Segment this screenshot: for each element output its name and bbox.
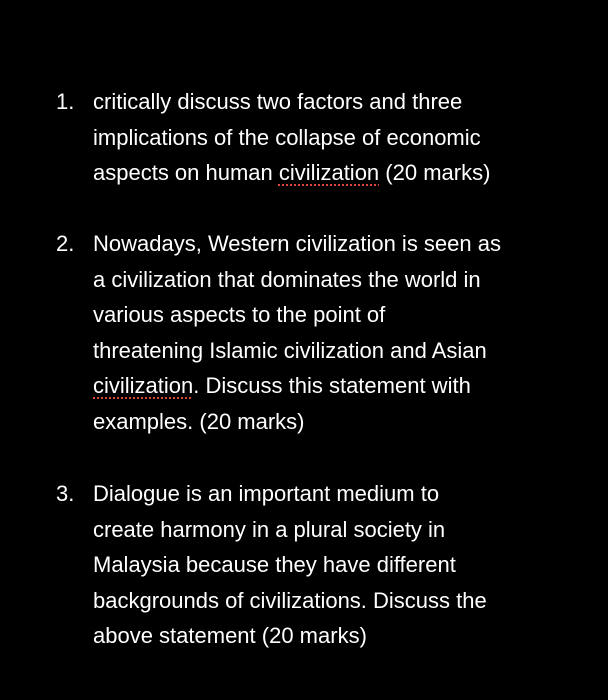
question-text: create harmony in a plural society in — [93, 516, 446, 542]
question-line — [93, 262, 481, 298]
question-line — [93, 618, 367, 654]
question-text: threatening Islamic civilization and Asian — [93, 337, 487, 363]
question-line — [93, 120, 481, 156]
question-1 — [56, 84, 576, 194]
question-text: Nowadays, Western civilization is seen as — [93, 231, 501, 256]
question-line — [93, 404, 305, 440]
question-3 — [56, 476, 576, 656]
question-line — [93, 226, 501, 262]
question-text: . Discuss this statement with — [193, 373, 471, 398]
question-text: aspects on human — [93, 160, 279, 185]
question-number: 1. — [56, 89, 75, 114]
spellcheck-flagged-word[interactable]: civilization — [278, 160, 380, 185]
question-text: Malaysia because they have different — [93, 552, 456, 577]
question-number: 2. — [56, 231, 75, 256]
question-text: above statement (20 marks) — [93, 623, 367, 648]
question-text: a civilization that dominates the world in — [93, 266, 481, 292]
question-text: backgrounds of civilizations. Discuss the — [93, 587, 487, 613]
question-line — [93, 583, 487, 619]
question-line — [93, 476, 439, 512]
question-line — [93, 368, 471, 404]
question-number: 3. — [56, 481, 75, 506]
question-line — [93, 333, 487, 369]
question-text: critically discuss two factors and three — [93, 89, 463, 114]
question-line — [93, 547, 456, 583]
question-text: Dialogue is an important medium to — [93, 481, 440, 506]
question-2 — [56, 226, 576, 441]
question-line — [93, 84, 462, 120]
question-text: (20 marks) — [379, 160, 491, 185]
spellcheck-flagged-word[interactable]: civilization — [93, 373, 194, 398]
question-line — [93, 512, 445, 548]
question-text: various aspects to the point of — [93, 302, 386, 327]
question-text: examples. (20 marks) — [93, 408, 305, 434]
question-line — [93, 297, 385, 333]
question-text: implications of the collapse of economic — [93, 124, 481, 150]
question-line — [93, 155, 490, 191]
